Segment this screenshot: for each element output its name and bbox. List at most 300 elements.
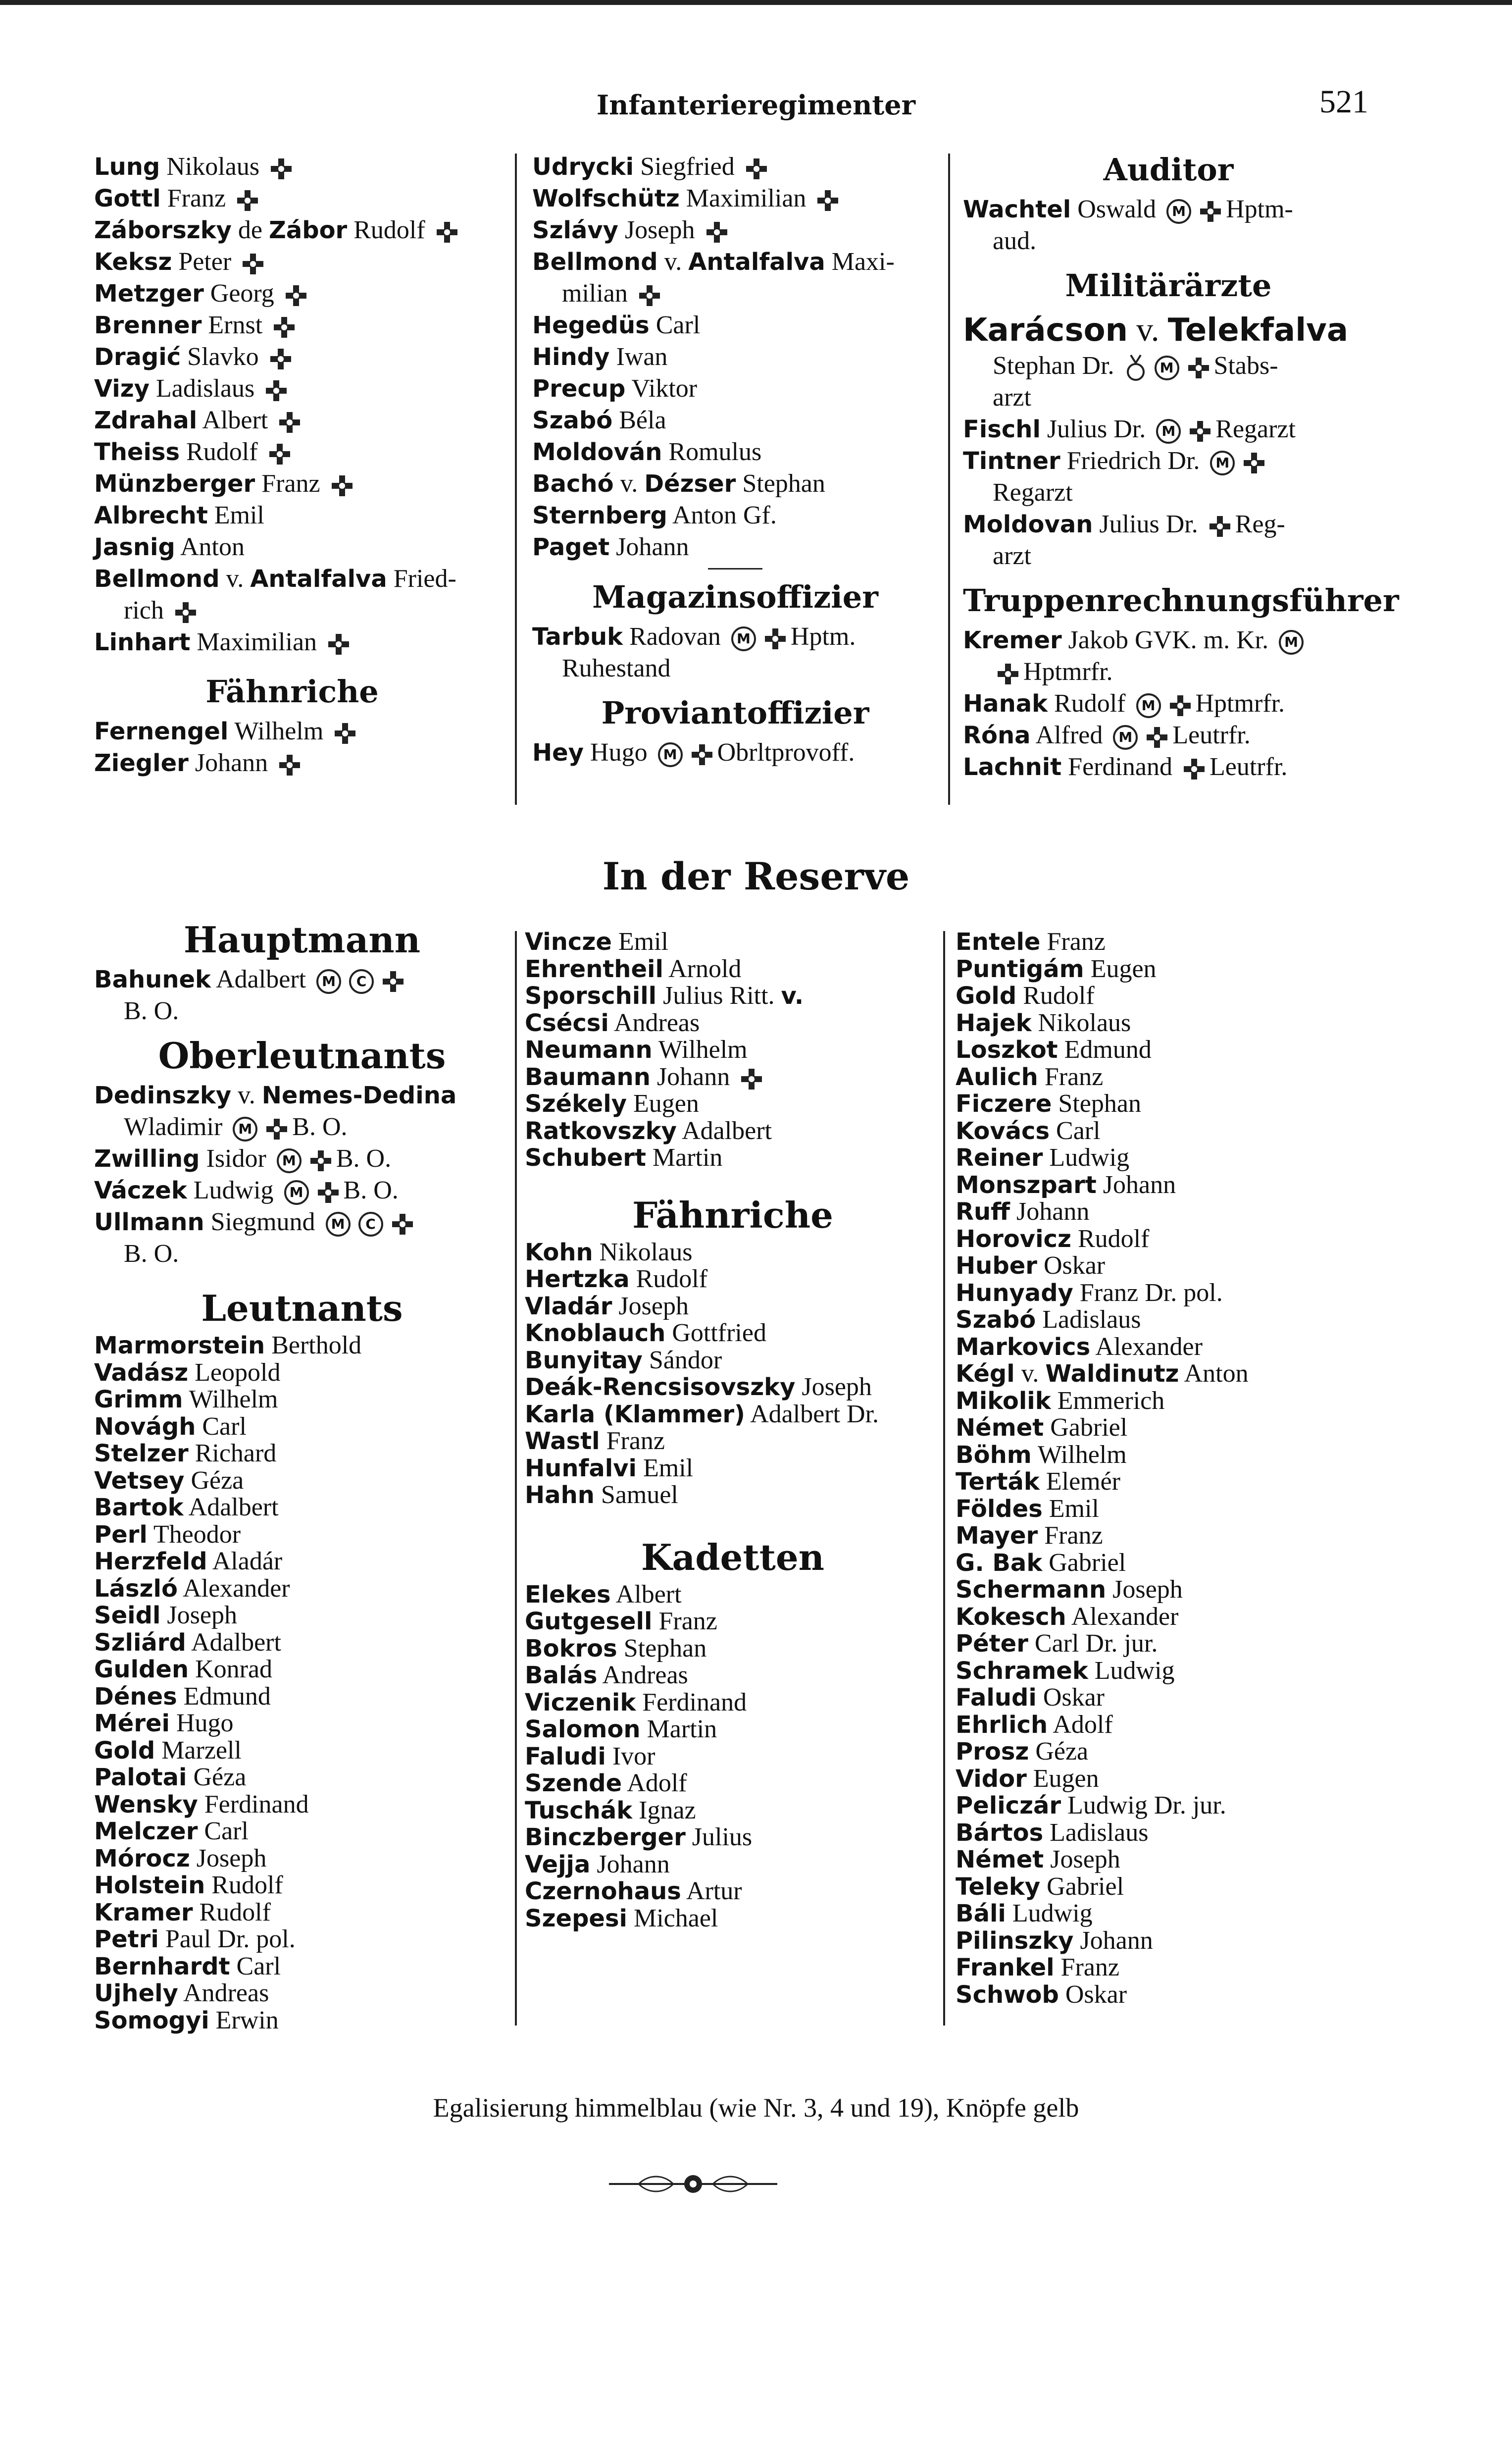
list-entry xyxy=(525,1482,941,1509)
list-entry xyxy=(956,1334,1376,1361)
entry-karacson: Karácson v. Telekfalva xyxy=(963,311,1349,349)
surname: Pilinszky xyxy=(956,1926,1074,1955)
given-text: Johann xyxy=(1103,1170,1176,1199)
list-entry xyxy=(532,310,938,341)
given-text: Radovan xyxy=(629,623,721,651)
reserve-column-2 xyxy=(525,929,941,1932)
surname: Albrecht xyxy=(94,502,208,529)
given-text: B. O. xyxy=(292,1113,348,1141)
list-entry xyxy=(94,626,490,658)
list-entry xyxy=(956,1144,1376,1172)
list-entry xyxy=(94,1440,510,1467)
surname: Sporschill xyxy=(525,982,657,1010)
list-entry xyxy=(525,1851,941,1878)
surname: Udrycki xyxy=(532,153,634,181)
ornament-icon xyxy=(609,2169,777,2199)
surname: Ratkovszky xyxy=(525,1117,677,1145)
given-text: Artur xyxy=(686,1877,742,1905)
surname: Loszkot xyxy=(956,1036,1058,1064)
surname: Schermann xyxy=(956,1576,1107,1604)
given-text: Peter xyxy=(178,248,232,276)
given-text: Aladár xyxy=(212,1547,283,1575)
list-entry xyxy=(956,1766,1376,1793)
surname: Mikolik xyxy=(956,1387,1051,1415)
cross-icon xyxy=(265,1118,288,1141)
list-entry xyxy=(94,1206,510,1238)
surname: Szabó xyxy=(956,1306,1036,1334)
surname: Hanak xyxy=(963,690,1048,718)
surname: Székely xyxy=(525,1090,627,1118)
top-border xyxy=(0,0,1512,5)
list-entry xyxy=(532,531,938,563)
list-entry xyxy=(94,373,490,405)
list-entry xyxy=(963,509,1374,540)
surname: Reiner xyxy=(956,1144,1043,1172)
given-text: Stephan Dr. xyxy=(993,352,1114,380)
given-text: Ruhestand xyxy=(562,654,671,682)
list-entry xyxy=(956,1414,1376,1442)
list-entry xyxy=(525,956,941,983)
surname: Dragić xyxy=(94,343,181,371)
list-entry xyxy=(532,246,938,278)
running-head: Infanterieregimenter xyxy=(596,89,916,121)
surname: Ujhely xyxy=(94,1979,178,2007)
list-entry xyxy=(525,1064,941,1091)
list-entry xyxy=(963,720,1374,751)
given-text: Julius xyxy=(692,1823,753,1851)
m-circle-icon: M xyxy=(277,1148,302,1173)
surname: Deák-Rencsisovszky xyxy=(525,1373,796,1401)
given-text: B. O. xyxy=(124,997,179,1025)
list-entry xyxy=(963,225,1374,257)
given-text: Rudolf xyxy=(1023,982,1095,1010)
list-entry xyxy=(963,445,1374,477)
list-entry xyxy=(94,595,490,626)
surname: Bokros xyxy=(525,1634,617,1663)
surname: Stelzer xyxy=(94,1440,189,1467)
list-entry xyxy=(525,1455,941,1482)
c-circle-icon: C xyxy=(349,969,374,994)
list-entry xyxy=(94,964,510,995)
surname: Wolfschütz xyxy=(532,185,680,212)
given-text: Nikolaus xyxy=(166,153,260,181)
list-entry xyxy=(956,1091,1376,1118)
surname: Wachtel xyxy=(963,196,1071,223)
surname: Münzberger xyxy=(94,470,255,498)
surname: Róna xyxy=(963,722,1031,749)
surname: Vetsey xyxy=(94,1466,185,1495)
list-entry xyxy=(94,436,490,468)
given-text: Emil xyxy=(1049,1494,1099,1523)
given-text: Emmerich xyxy=(1057,1386,1165,1415)
surname: Schramek xyxy=(956,1657,1088,1685)
given-text: Franz xyxy=(1044,1521,1103,1550)
list-entry xyxy=(963,382,1374,414)
surname: Moldovan xyxy=(963,511,1093,538)
surname: Szlávy xyxy=(532,216,618,244)
m-circle-icon: M xyxy=(284,1180,309,1205)
given-text: Carl xyxy=(1056,1116,1101,1145)
list-entry xyxy=(94,405,490,436)
given-text: Fried- xyxy=(393,565,456,593)
column-divider xyxy=(515,931,517,2026)
list-entry xyxy=(525,1743,941,1770)
m-circle-icon: M xyxy=(658,742,683,767)
given-text: Alexander xyxy=(1095,1332,1203,1361)
given-text: Ferdinand xyxy=(642,1688,747,1716)
list-entry xyxy=(525,1239,941,1266)
given-text: Sándor xyxy=(649,1346,722,1374)
cross-icon xyxy=(273,316,296,339)
surname: Ruff xyxy=(956,1198,1010,1226)
surname: Tarbuk xyxy=(532,623,623,651)
surname: Wensky xyxy=(94,1790,198,1819)
given-text: Slavko xyxy=(187,343,259,371)
surname: Kremer xyxy=(963,626,1062,654)
top-column-1 xyxy=(94,151,490,779)
list-entry xyxy=(956,1954,1376,1981)
m-circle-icon: M xyxy=(233,1117,257,1142)
given-text: Eugen xyxy=(1090,954,1157,983)
m-circle-icon: M xyxy=(1156,419,1181,444)
given-text: Johann xyxy=(597,1850,670,1878)
list-entry xyxy=(94,1899,510,1926)
surname: Dedinszky xyxy=(94,1082,232,1109)
surname: Fernengel xyxy=(94,718,229,745)
surname: Czernohaus xyxy=(525,1877,681,1905)
list-entry xyxy=(532,214,938,246)
given-text: Franz xyxy=(658,1607,717,1635)
list-entry xyxy=(94,183,490,214)
given-text: Gabriel xyxy=(1050,1413,1128,1442)
list-entry xyxy=(94,1080,510,1111)
given-text: Rudolf xyxy=(199,1898,271,1926)
given-text: Siegmund xyxy=(210,1208,315,1236)
given-text: Hptmrfr. xyxy=(1195,689,1285,718)
list-entry xyxy=(94,1953,510,1980)
surname: Hertzka xyxy=(525,1265,630,1293)
list-entry xyxy=(956,1630,1376,1658)
list-entry xyxy=(963,624,1374,656)
list-entry xyxy=(525,1374,941,1401)
given-text: Joseph xyxy=(802,1373,872,1401)
list-entry xyxy=(963,477,1374,509)
list-entry xyxy=(525,1797,941,1824)
given-text: Leopold xyxy=(195,1358,281,1387)
surname: Váczek xyxy=(94,1177,187,1204)
given-text: Maxi- xyxy=(831,248,895,276)
list-entry xyxy=(94,1791,510,1819)
given-text: Maximilian xyxy=(197,628,317,656)
given-text: Ivor xyxy=(612,1742,655,1770)
given-text: Géza xyxy=(193,1763,247,1791)
surname: Hindy xyxy=(532,343,610,371)
section-heading: Oberleutnants xyxy=(158,1035,446,1077)
list-entry xyxy=(94,1737,510,1765)
given-text: Carl xyxy=(236,1952,281,1980)
list-entry xyxy=(532,151,938,183)
surname: Grimm xyxy=(94,1386,183,1413)
given-text: Ludwig xyxy=(1049,1143,1130,1172)
given-text: Michael xyxy=(634,1904,718,1932)
surname: Theiss xyxy=(94,438,180,466)
surname: Hey xyxy=(532,739,584,767)
cross-icon xyxy=(745,157,768,180)
list-entry xyxy=(956,1360,1376,1388)
surname: Herzfeld xyxy=(94,1548,207,1575)
list-entry xyxy=(94,246,490,278)
given-text: Friedrich Dr. xyxy=(1066,447,1200,475)
given-text: Carl xyxy=(655,311,701,339)
surname: Szende xyxy=(525,1769,622,1797)
surname: Palotai xyxy=(94,1764,187,1791)
given-text: v. xyxy=(226,565,244,593)
surname: Hunfalvi xyxy=(525,1454,637,1482)
list-entry xyxy=(963,656,1374,688)
surname: Csécsi xyxy=(525,1009,609,1037)
cross-icon xyxy=(285,284,307,307)
surname: Schwob xyxy=(956,1980,1059,2009)
list-entry xyxy=(94,1980,510,2007)
list-entry xyxy=(956,1604,1376,1631)
given-text: Erwin xyxy=(215,2006,279,2034)
surname: Salomon xyxy=(525,1715,641,1743)
given-text: Adolf xyxy=(1053,1710,1113,1739)
given-text: Ladislaus xyxy=(1050,1818,1149,1847)
list-entry xyxy=(525,983,941,1010)
list-entry xyxy=(94,1413,510,1441)
list-entry xyxy=(94,2007,510,2034)
given-text: Romulus xyxy=(668,438,762,466)
list-entry xyxy=(956,1037,1376,1064)
list-entry xyxy=(532,468,938,500)
cross-icon xyxy=(706,221,728,244)
surname: Neumann xyxy=(525,1036,653,1064)
surname: Mayer xyxy=(956,1522,1038,1550)
surname: Kovács xyxy=(956,1117,1050,1145)
surname: Gulden xyxy=(94,1656,189,1683)
list-entry xyxy=(94,1386,510,1413)
given-text: Wilhelm xyxy=(658,1036,748,1064)
list-entry xyxy=(94,1359,510,1387)
surname: Gottl xyxy=(94,185,161,212)
given-text: Nikolaus xyxy=(599,1238,693,1266)
given-text: Andreas xyxy=(183,1979,269,2007)
surname: Faludi xyxy=(525,1742,606,1770)
medal-icon xyxy=(1125,353,1147,383)
list-entry xyxy=(525,1878,941,1905)
surname: Fischl xyxy=(963,416,1041,443)
list-entry xyxy=(956,956,1376,983)
surname: Ziegler xyxy=(94,749,189,777)
list-entry xyxy=(532,500,938,531)
given-text: Stephan xyxy=(742,469,825,498)
list-entry xyxy=(532,621,938,653)
list-entry xyxy=(963,350,1374,382)
m-circle-icon: M xyxy=(1113,725,1138,750)
surname: Bartok xyxy=(94,1494,184,1521)
cross-icon xyxy=(638,284,661,307)
surname: Prosz xyxy=(956,1738,1029,1766)
section-heading: Fähnriche xyxy=(205,674,379,710)
list-entry xyxy=(525,1689,941,1716)
given-text: Edmund xyxy=(183,1682,271,1711)
list-entry xyxy=(94,995,510,1027)
section-heading: Auditor xyxy=(1103,152,1234,188)
surname: Schubert xyxy=(525,1144,646,1172)
given-text: Johann xyxy=(656,1062,730,1091)
list-entry xyxy=(956,1658,1376,1685)
list-entry xyxy=(956,1118,1376,1145)
given-text: Rudolf xyxy=(1077,1224,1150,1253)
surname: Dénes xyxy=(94,1682,177,1711)
given-text: Carl xyxy=(202,1412,247,1441)
list-entry xyxy=(94,1467,510,1495)
given-text: Albert xyxy=(202,406,268,434)
given-text: Carl xyxy=(204,1817,249,1845)
list-entry xyxy=(963,540,1374,572)
given-text: Siegfried xyxy=(640,153,735,181)
given-text: milian xyxy=(562,279,628,308)
given-text: arzt xyxy=(993,542,1031,570)
section-heading: Magazinsoffizier xyxy=(592,579,878,615)
given-text: Leutrfr. xyxy=(1210,753,1288,781)
given-text: Adalbert xyxy=(682,1116,772,1145)
cross-icon xyxy=(764,627,787,650)
given-text: Emil xyxy=(643,1454,694,1482)
surname: Vadász xyxy=(94,1358,189,1387)
surname: Jasnig xyxy=(94,533,175,561)
list-entry xyxy=(963,414,1374,445)
list-entry xyxy=(525,1320,941,1347)
surname: Szepesi xyxy=(525,1904,627,1932)
surname: László xyxy=(94,1574,178,1603)
given-text: Richard xyxy=(195,1439,277,1467)
surname: Faludi xyxy=(956,1684,1037,1712)
section-heading: Fähnriche xyxy=(632,1194,833,1236)
given-text: Stabs- xyxy=(1213,352,1278,380)
surname: Seidl xyxy=(94,1602,161,1629)
given-text: v. xyxy=(664,248,682,276)
given-text: Ludwig xyxy=(1012,1899,1093,1927)
given-text: B. O. xyxy=(124,1240,179,1268)
list-entry xyxy=(525,1347,941,1374)
column-divider xyxy=(948,154,950,805)
list-entry xyxy=(94,1175,510,1206)
given-text: Rudolf xyxy=(1054,689,1126,718)
given-text: rich xyxy=(124,596,164,624)
surname: Somogyi xyxy=(94,2006,209,2034)
list-entry xyxy=(956,1252,1376,1280)
m-circle-icon: M xyxy=(1279,630,1304,655)
list-entry xyxy=(956,1198,1376,1226)
surname: Perl xyxy=(94,1520,148,1549)
given-text: Stephan xyxy=(623,1634,707,1663)
section-heading: Leutnants xyxy=(201,1287,403,1329)
list-entry xyxy=(525,1635,941,1663)
surname: G. Bak xyxy=(956,1549,1043,1577)
given-text: Oswald xyxy=(1077,195,1157,223)
cross-icon xyxy=(691,743,713,766)
cross-icon xyxy=(391,1213,414,1236)
surname: Marmorstein xyxy=(94,1332,265,1359)
list-entry xyxy=(956,1684,1376,1712)
given-text: Arnold xyxy=(668,954,742,983)
list-entry xyxy=(956,1738,1376,1766)
cross-icon xyxy=(309,1149,332,1172)
list-entry xyxy=(94,468,490,500)
surname: Földes xyxy=(956,1495,1043,1523)
surname: Mérei xyxy=(94,1710,170,1737)
cross-icon xyxy=(278,411,301,434)
list-entry xyxy=(94,1238,510,1270)
given-text: Franz xyxy=(167,184,226,212)
surname: Bellmond xyxy=(532,248,658,276)
given-text: Adalbert xyxy=(191,1628,281,1657)
surname: Huber xyxy=(956,1252,1037,1280)
given-text: Rudolf xyxy=(353,216,425,244)
given-text: Albert xyxy=(615,1580,682,1609)
surname: Bunyitay xyxy=(525,1346,643,1374)
list-entry xyxy=(94,1683,510,1711)
list-entry xyxy=(94,310,490,341)
list-entry xyxy=(94,531,490,563)
surname: Terták xyxy=(956,1468,1040,1496)
surname: Zwilling xyxy=(94,1145,200,1173)
given-text: Joseph xyxy=(624,216,695,244)
list-entry xyxy=(94,1710,510,1737)
top-column-3 xyxy=(963,151,1399,783)
section-heading: Truppenrechnungsführer xyxy=(963,582,1399,619)
list-entry xyxy=(956,983,1376,1010)
surname: Gold xyxy=(956,982,1017,1010)
given-text: v. xyxy=(238,1081,255,1109)
list-entry xyxy=(94,1143,510,1175)
list-entry xyxy=(94,1111,510,1143)
footer-note: Egalisierung himmelblau (wie Nr. 3, 4 und 19), Knöpfe gelb xyxy=(433,2093,1079,2123)
surname: Elekes xyxy=(525,1580,611,1609)
given-text: Ferdinand xyxy=(204,1790,309,1819)
list-entry xyxy=(956,1873,1376,1901)
cross-icon xyxy=(1187,357,1210,379)
surname: Wastl xyxy=(525,1427,600,1455)
given-text: Alexander xyxy=(1071,1602,1179,1631)
surname: Kramer xyxy=(94,1898,193,1926)
given-text: Hptm- xyxy=(1226,195,1293,223)
given-text: Joseph xyxy=(1112,1575,1183,1604)
section-heading: Militärärzte xyxy=(1065,267,1272,304)
list-entry xyxy=(525,1716,941,1743)
given-text: Franz xyxy=(1044,1062,1104,1091)
given-text: Ferdinand xyxy=(1068,753,1173,781)
cross-icon xyxy=(269,348,292,370)
given-text: Theodor xyxy=(153,1520,241,1549)
list-entry xyxy=(956,1496,1376,1523)
surname: Tuschák xyxy=(525,1796,633,1824)
column-divider xyxy=(515,154,517,805)
m-circle-icon: M xyxy=(1166,199,1191,224)
given-text: Berthold xyxy=(271,1331,362,1359)
given-text: Leutrfr. xyxy=(1172,721,1251,749)
list-entry xyxy=(532,341,938,373)
given-text: Iwan xyxy=(616,343,668,371)
list-entry xyxy=(94,1332,510,1359)
list-entry xyxy=(956,1550,1376,1577)
cross-icon xyxy=(327,633,350,656)
surname: Brenner xyxy=(94,312,202,339)
given-text: Eugen xyxy=(1033,1764,1099,1793)
given-text: Ludwig xyxy=(1094,1656,1175,1685)
